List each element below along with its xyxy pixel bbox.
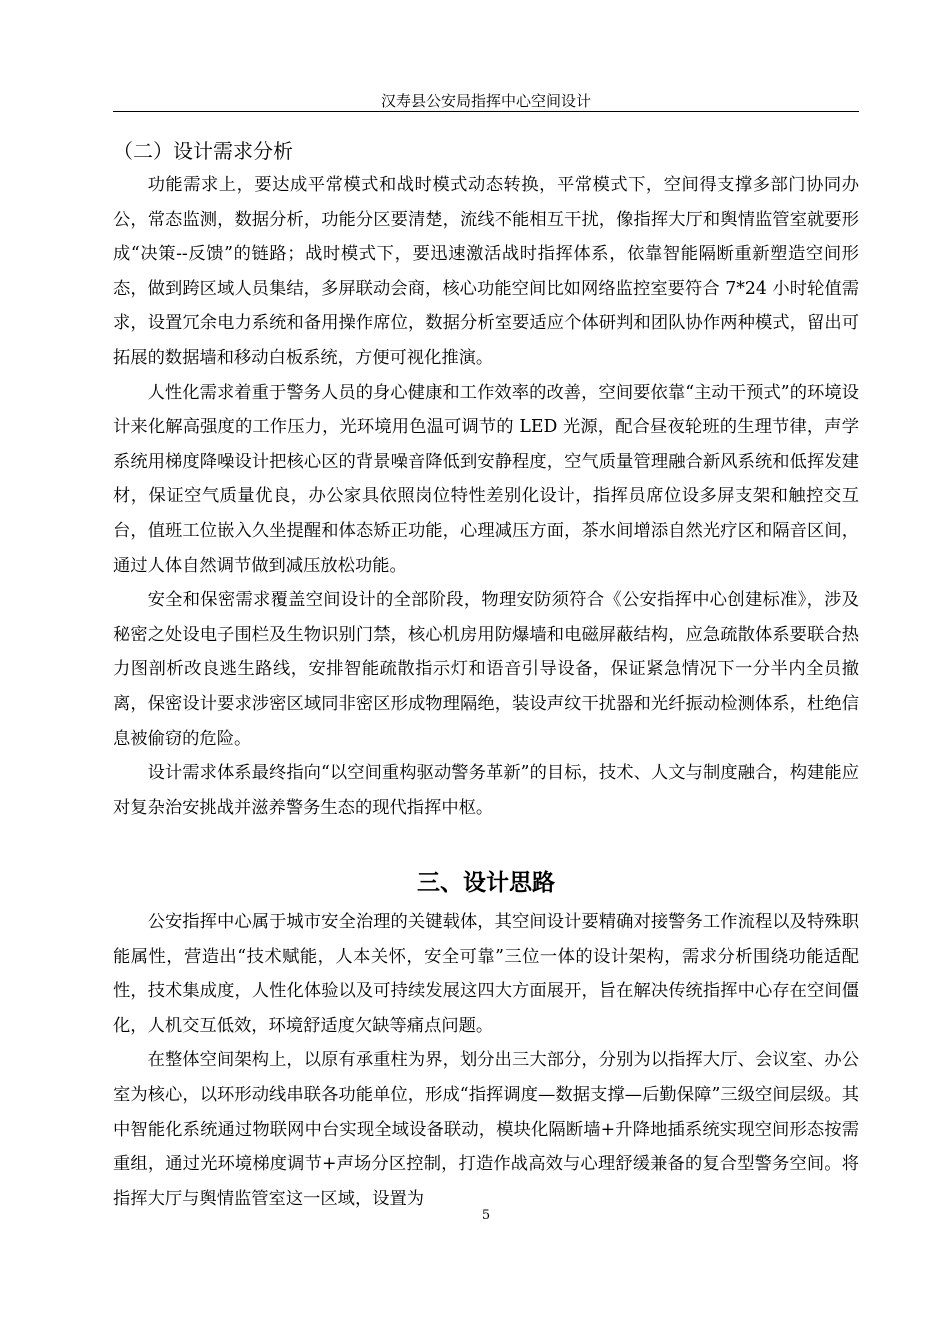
body-text-requirements	[113, 168, 859, 825]
paragraph-design-overview: 公安指挥中心属于城市安全治理的关键载体，其空间设计要精确对接警务工作流程以及特殊职能属性，营造出“技术赋能，人本关怀，安全可靠”三位一体的设计架构，需求分析围绕功能适配性，技术集成度，人性化体验以及可持续发展这四大方面展开，旨在解决传统指挥中心存在空间僵化，人机交互低效，环境舒适度欠缺等痛点问题。	[113, 912, 859, 1036]
section-heading: 三、设计思路	[417, 870, 555, 896]
body-text-design-ideas	[113, 905, 859, 1216]
paragraph-spatial-structure: 在整体空间架构上，以原有承重柱为界，划分出三大部分，分别为以指挥大厅、会议室、办公室为核心，以环形动线串联各功能单位，形成“指挥调度—数据支撑—后勤保障”三级空间层级。其中智能化系统通过物联网中台实现全域设备联动，模块化隔断墙+升降地插系统实现空间形态按需重组，通过光环境梯度调节+声场分区控制，打造作战高效与心理舒缓兼备的复合型警务空间。将指挥大厅与舆情监管室这一区域，设置为	[113, 1050, 859, 1209]
paragraph-functional-requirements: 功能需求上，要达成平常模式和战时模式动态转换，平常模式下，空间得支撑多部门协同办公，常态监测，数据分析，功能分区要清楚，流线不能相互干扰，像指挥大厅和舆情监管室就要形成“决策--反馈”的链路；战时模式下，要迅速激活战时指挥体系，依靠智能隔断重新塑造空间形态，做到跨区域人员集结，多屏联动会商，核心功能空间比如网络监控室要符合 7*24 小时轮值需求，设置冗余电力系统和备用操作席位，数据分析室要适应个体研判和团队协作两种模式，留出可拓展的数据墙和移动白板系统，方便可视化推演。	[113, 175, 859, 368]
paragraph-requirements-summary: 设计需求体系最终指向“以空间重构驱动警务革新”的目标，技术、人文与制度融合，构建能应对复杂治安挑战并滋养警务生态的现代指挥中枢。	[113, 763, 859, 818]
section-subheading: （二）设计需求分析	[113, 139, 293, 163]
paragraph-human-requirements: 人性化需求着重于警务人员的身心健康和工作效率的改善，空间要依靠“主动干预式”的环境设计来化解高强度的工作压力，光环境用色温可调节的 LED 光源，配合昼夜轮班的生理节律，声学系统用梯度降噪设计把核心区的背景噪音降低到安静程度，空气质量管理融合新风系统和低挥发建材，保证空气质量优良，办公家具依照岗位特性差别化设计，指挥员席位设多屏支架和触控交互台，值班工位嵌入久坐提醒和体态矫正功能，心理减压方面，茶水间增添自然光疗区和隔音区间，通过人体自然调节做到减压放松功能。	[113, 382, 859, 576]
page-header: 汉寿县公安局指挥中心空间设计	[113, 92, 859, 112]
paragraph-security-requirements: 安全和保密需求覆盖空间设计的全部阶段，物理安防须符合《公安指挥中心创建标准》，涉及秘密之处设电子围栏及生物识别门禁，核心机房用防爆墙和电磁屏蔽结构，应急疏散体系要联合热力图剖析改良逃生路线，安排智能疏散指示灯和语音引导设备，保证紧急情况下一分半内全员撤离，保密设计要求涉密区域同非密区形成物理隔绝，装设声纹干扰器和光纤振动检测体系，杜绝信息被偷窃的危险。	[113, 590, 859, 749]
page-number: 5	[481, 1208, 491, 1223]
